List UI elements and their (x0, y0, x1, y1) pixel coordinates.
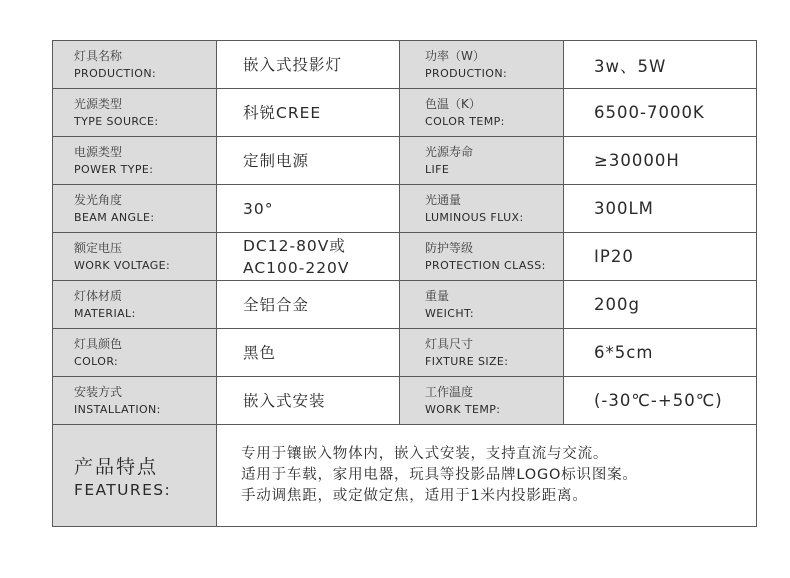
label-chinese: 功率（W） (425, 49, 485, 63)
label-english: WORK VOLTAGE: (74, 259, 171, 272)
label-english: BEAM ANGLE: (74, 211, 155, 224)
spec-label (53, 185, 217, 233)
label-english: WEICHT: (425, 307, 475, 320)
spec-value (564, 185, 757, 233)
spec-label (53, 377, 217, 425)
spec-label (400, 41, 564, 89)
value-line: 30° (243, 199, 274, 218)
label-english: POWER TYPE: (74, 163, 154, 176)
label-chinese: 电源类型 (74, 145, 123, 159)
label-english: LUMINOUS FLUX: (425, 211, 524, 224)
value-text: 6500-7000K (594, 103, 705, 122)
label-chinese: 防护等级 (425, 241, 474, 255)
spec-value (564, 41, 757, 89)
feature-line: 专用于镶嵌入物体内，嵌入式安装，支持直流与交流。 (241, 446, 609, 462)
label-chinese: 重量 (425, 289, 450, 303)
spec-value (217, 377, 400, 425)
label-english: TYPE SOURCE: (74, 115, 159, 128)
value-line: 全铝合金 (243, 295, 310, 314)
value-line: AC100-220V (243, 258, 350, 277)
label-english: INSTALLATION: (74, 403, 161, 416)
spec-value (564, 137, 757, 185)
spec-value (217, 281, 400, 329)
label-english: PRODUCTION: (74, 67, 157, 80)
value-line: 定制电源 (243, 151, 310, 170)
spec-table (52, 40, 757, 527)
label-chinese: 光源类型 (74, 97, 123, 111)
value-text: (-30℃-+50℃) (594, 391, 723, 410)
features-label (53, 425, 217, 527)
spec-label (400, 185, 564, 233)
spec-value (217, 41, 400, 89)
value-text: 300LM (594, 199, 654, 218)
feature-line: 适用于车载，家用电器，玩具等投影品牌LOGO标识图案。 (241, 467, 638, 483)
feature-line: 手动调焦距，或定做定焦，适用于1米内投影距离。 (241, 488, 588, 504)
value-line: DC12-80V或 (243, 236, 346, 255)
features-row (53, 425, 757, 527)
spec-row (53, 137, 757, 185)
features-label-chinese: 产品特点 (74, 456, 159, 478)
value-line: 黑色 (243, 343, 277, 362)
spec-label (53, 233, 217, 281)
spec-label (53, 89, 217, 137)
spec-label (53, 41, 217, 89)
value-text: IP20 (594, 247, 634, 266)
label-english: PRODUCTION: (425, 67, 508, 80)
value-text: 6*5cm (594, 343, 654, 362)
spec-label (400, 89, 564, 137)
spec-label (400, 329, 564, 377)
label-chinese: 灯具尺寸 (425, 337, 474, 351)
spec-value (564, 377, 757, 425)
spec-value (217, 89, 400, 137)
spec-label (400, 233, 564, 281)
spec-value (564, 89, 757, 137)
label-english: COLOR TEMP: (425, 115, 505, 128)
spec-label (53, 329, 217, 377)
label-chinese: 灯体材质 (74, 289, 123, 303)
label-english: WORK TEMP: (425, 403, 501, 416)
spec-label (53, 137, 217, 185)
features-label-english: FEATURES: (74, 481, 172, 499)
spec-value (564, 281, 757, 329)
label-chinese: 工作温度 (425, 385, 474, 399)
spec-value (564, 329, 757, 377)
spec-value (217, 329, 400, 377)
value-line: 嵌入式安装 (243, 391, 326, 410)
value-line: 科锐CREE (243, 103, 322, 122)
spec-label (400, 281, 564, 329)
label-english: FIXTURE SIZE: (425, 355, 509, 368)
spec-value (217, 233, 400, 281)
spec-row (53, 185, 757, 233)
spec-label (400, 137, 564, 185)
value-line: 嵌入式投影灯 (243, 55, 343, 74)
spec-row (53, 281, 757, 329)
label-chinese: 色温（K） (425, 97, 481, 111)
spec-row (53, 89, 757, 137)
label-chinese: 灯具颜色 (74, 337, 123, 351)
spec-row (53, 41, 757, 89)
label-chinese: 安装方式 (74, 385, 123, 399)
label-chinese: 发光角度 (74, 193, 123, 207)
label-english: PROTECTION CLASS: (425, 259, 546, 272)
spec-label (400, 377, 564, 425)
label-chinese: 光通量 (425, 193, 462, 207)
label-english: MATERIAL: (74, 307, 136, 320)
label-chinese: 额定电压 (74, 241, 123, 255)
label-chinese: 灯具名称 (74, 49, 123, 63)
spec-value (564, 233, 757, 281)
spec-row (53, 233, 757, 281)
spec-value (217, 185, 400, 233)
features-description (217, 425, 757, 527)
label-english: LIFE (425, 163, 450, 176)
spec-value (217, 137, 400, 185)
value-text: ≥30000H (594, 151, 680, 170)
label-chinese: 光源寿命 (425, 145, 474, 159)
spec-row (53, 329, 757, 377)
value-text: 200g (594, 295, 640, 314)
spec-row (53, 377, 757, 425)
label-english: COLOR: (74, 355, 119, 368)
spec-label (53, 281, 217, 329)
value-text: 3w、5W (594, 56, 667, 76)
